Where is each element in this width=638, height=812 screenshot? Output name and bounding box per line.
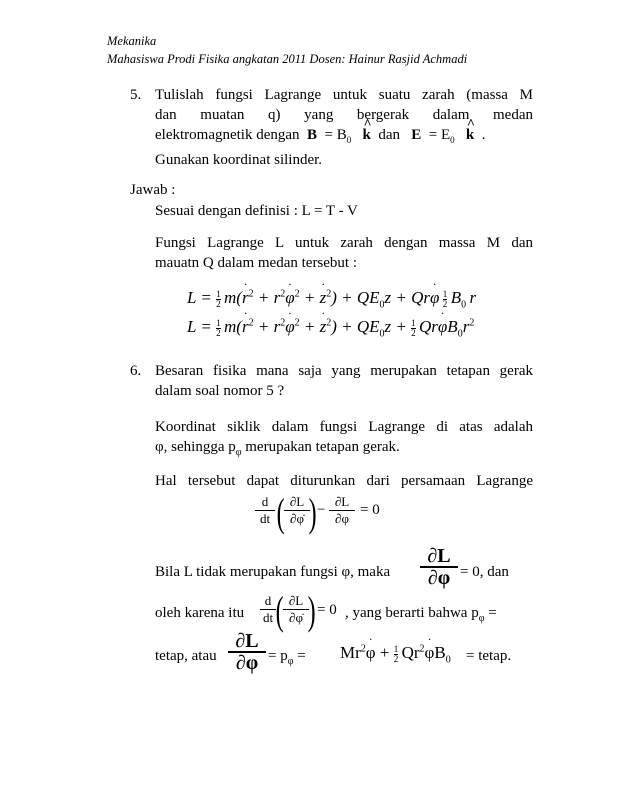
answer-p1-line-2: mauatn Q dalam medan tersebut : [155,255,358,271]
a6-l2-a: φ, sehingga p [155,439,236,455]
tetap-partial-den: ∂φ [235,652,259,674]
tetap-text-d: = tetap. [466,648,512,664]
header-subtitle: Mahasiswa Prodi Fisika angkatan 2011 Dosen: Hainur Rasjid Achmadi [107,52,468,66]
lagrange-dL-dphidot [284,494,310,527]
question-6-line-2: dalam soal nomor 5 ? [155,383,285,399]
lagrange-minus: − [317,502,326,518]
question-5-number: 5. [130,87,142,103]
answer-6-derivation [155,471,533,491]
oleh-dL: ∂L [288,593,304,608]
tetap-text-a: tetap, atau [155,648,217,664]
question-5-line-3 [155,125,533,150]
answer-6-line-2 [155,437,533,463]
q5-period: . [481,127,486,143]
oleh-equals-zero: = 0 [317,602,337,618]
question-5-line-4: Gunakan koordinat silinder. [155,152,323,168]
oleh-sub: φ [478,613,485,624]
tetap-text-b [268,646,306,672]
answer-p1-line-1: Fungsi Lagrange L untuk zarah dengan massa M dan [155,235,533,251]
lagrange-dL: ∂L [289,494,305,509]
question-6-text [155,361,533,401]
answer-6-bila [155,562,390,582]
tetap-partial-num: ∂L [235,630,259,652]
lagrange-dL-2: ∂L [334,494,350,509]
oleh-dt: dt [262,610,274,625]
bila-partial-num: ∂L [427,545,451,567]
a6-l2-sub: φ [235,447,242,458]
oleh-lparen: ( [275,588,284,633]
lagrange-dL-dphi [329,494,355,527]
answer-paragraph [155,233,533,273]
q5-dan: dan [378,127,401,143]
q5-B0-sub: 0 [346,135,352,145]
q5-B0: = B [324,127,347,143]
question-6-number: 6. [130,363,142,379]
question-5-text [155,85,533,170]
q5-E: E [411,127,422,143]
lagrange-lparen: ( [276,490,285,535]
oleh-c: = [484,605,497,621]
oleh-dphidot: ∂φ̇ [289,610,303,625]
lagrange-dphi: ∂φ [335,511,349,526]
q5-k-hat: ^ k [363,125,371,145]
oleh-d-dt [260,593,276,626]
oleh-dL-dphidot [283,593,309,626]
tetap-b: = p [268,648,288,664]
answer-definition: Sesuai dengan definisi : L = T - V [155,203,358,219]
tetap-momentum-expression: $Mr^2\varphi$ · + $\frac{1}{2}$ $Qr^2\varphi$ · $B_0$ [340,632,451,666]
answer-6-cyclic [155,417,533,463]
oleh-text-a: oleh karena itu [155,605,245,621]
lagrangian-equation-1: L = $\frac{1}{2}$ m(r · $^2 + r^2\varphi$ · $^2$ + z · $^2) + QE_0z + Qr\varphi$ · $\frac{1}{2}$ $B_0$ r [187,277,477,311]
answer-6-line-3: Hal tersebut dapat diturunkan dari persamaan Lagrange [155,473,533,489]
q5-k2-hat: ^ k [466,125,474,145]
lagrange-dphidot: ∂φ̇ [290,511,304,526]
tetap-c: = [293,648,306,664]
answer-label: Jawab : [130,182,176,198]
oleh-rparen: ) [307,588,316,633]
tetap-partial-fraction [228,631,266,673]
oleh-b: , yang berarti bahwa p [345,605,479,621]
q5-E0-sub: 0 [450,135,455,145]
lagrange-equals-zero: = 0 [360,502,380,518]
question-5-line-2: dan muatan q) yang bergerak dalam medan [155,107,533,123]
oleh-d: d [264,593,272,608]
bila-text-b: = 0, dan [460,564,509,580]
lagrange-d-dt [255,494,275,527]
lagrange-rparen: ) [308,490,317,535]
question-6-line-1: Besaran fisika mana saja yang merupakan tetapan gerak [155,363,533,379]
tetap-sub: φ [287,656,294,667]
oleh-text-b [345,603,497,629]
bila-partial-fraction [420,546,458,588]
lagrange-d: d [261,494,269,509]
q5-E0: = E [428,127,451,143]
bila-text-a: Bila L tidak merupakan fungsi φ, maka [155,564,391,580]
bila-partial-den: ∂φ [427,567,451,589]
lagrange-dt: dt [259,511,271,526]
q5-B: B [307,127,318,143]
a6-l2-b: merupakan tetapan gerak. [241,439,400,455]
answer-6-line-1: Koordinat siklik dalam fungsi Lagrange di atas adalah [155,419,533,435]
question-5-line-1: Tulislah fungsi Lagrange untuk suatu zarah (massa M [155,87,533,103]
header-title: Mekanika [107,34,157,48]
lagrangian-equation-2: L = $\frac{1}{2}$ m(r · $^2 + r^2\varphi$ · $^2$ + z · $^2) + QE_0z$ + $\frac{1}{2}$ Qrφ · $B_0r^2$ [187,306,475,340]
q5-l3-a: elektromagnetik dengan [155,127,300,143]
